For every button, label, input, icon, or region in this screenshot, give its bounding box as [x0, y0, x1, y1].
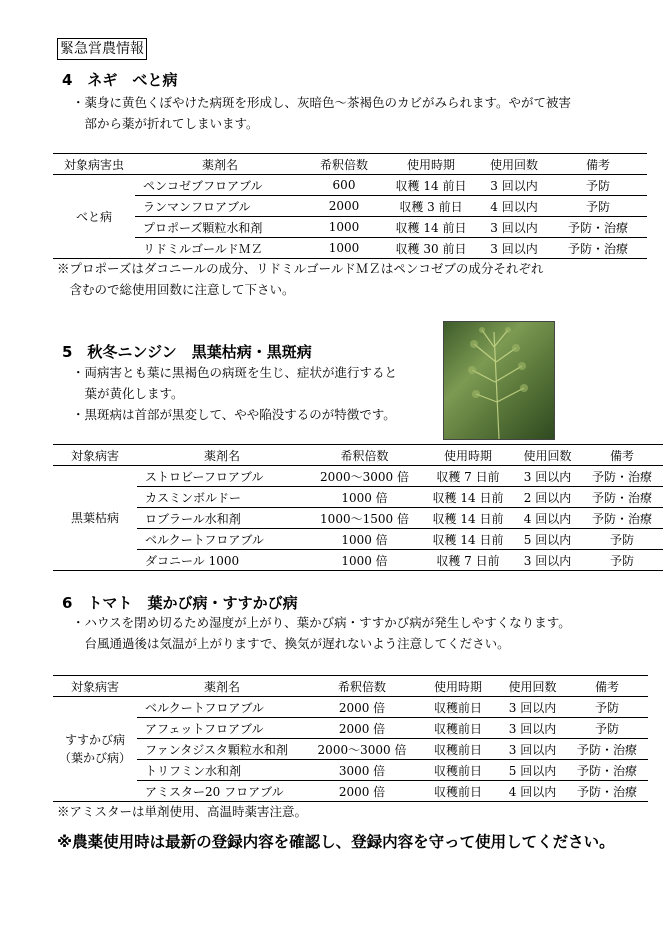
section-5-desc-line-3: ・黒斑病は首部が黒変して、やや陥没するのが特徴です。	[72, 407, 396, 422]
remarks-cell: 予防	[549, 196, 647, 217]
count-cell: 3 回以内	[514, 466, 581, 487]
dilution-cell: 1000 倍	[307, 550, 422, 571]
section-6-desc-line-2: 台風通過後は気温が上がりますで、換気が遅れないよう注意してください。	[72, 636, 510, 651]
table-header: 対象病害	[53, 676, 137, 697]
section-4-desc-line-2: 部から薬が折れてしまいます。	[72, 116, 259, 131]
table-row	[53, 718, 648, 739]
target-disease-line-2: （葉かび病）	[58, 751, 131, 765]
count-cell: 4 回以内	[499, 781, 566, 802]
drug-name-cell: リドミルゴールドＭＺ	[135, 238, 305, 259]
table-header: 使用時期	[383, 154, 479, 175]
count-cell: 3 回以内	[479, 238, 549, 259]
target-disease-cell: べと病	[53, 175, 135, 259]
section-4-title: 4 ネギ べと病	[62, 71, 178, 89]
timing-cell: 収穫 14 前日	[383, 175, 479, 196]
table-header: 希釈倍数	[305, 154, 383, 175]
dilution-cell: 1000	[305, 217, 383, 238]
table-row	[53, 217, 647, 238]
dilution-cell: 1000	[305, 238, 383, 259]
table-row	[53, 508, 663, 529]
remarks-cell: 予防・治療	[566, 760, 648, 781]
count-cell: 2 回以内	[514, 487, 581, 508]
section-4-note-line-2: 含むので総使用回数に注意して下さい。	[57, 282, 295, 297]
section-6-desc-line-1: ・ハウスを閉め切るため湿度が上がり、葉かび病・すすかび病が発生しやすくなります。	[72, 615, 571, 630]
table-row	[53, 529, 663, 550]
remarks-cell: 予防	[566, 718, 648, 739]
timing-cell: 収穫前日	[417, 760, 499, 781]
table-row	[53, 760, 648, 781]
table-header: 備考	[566, 676, 648, 697]
section-4-desc-line-1: ・薬身に黄色くぼやけた病斑を形成し、灰暗色～茶褐色のカビがみられます。やがて被害	[72, 95, 572, 110]
carrot-leaf-photo	[443, 321, 555, 440]
remarks-cell: 予防	[581, 550, 663, 571]
table-row	[53, 739, 648, 760]
table-row	[53, 697, 648, 718]
count-cell: 3 回以内	[499, 718, 566, 739]
remarks-cell: 予防	[549, 175, 647, 196]
timing-cell: 収穫 14 日前	[422, 529, 514, 550]
table-row	[53, 550, 663, 571]
table-header: 使用回数	[514, 445, 581, 466]
timing-cell: 収穫 14 日前	[422, 487, 514, 508]
drug-name-cell: ダコニール 1000	[137, 550, 307, 571]
drug-name-cell: ロブラール水和剤	[137, 508, 307, 529]
target-disease-line-1: すすかび病	[64, 733, 126, 747]
table-header: 希釈倍数	[307, 676, 417, 697]
table-row	[53, 196, 647, 217]
drug-name-cell: ランマンフロアブル	[135, 196, 305, 217]
drug-name-cell: トリフミン水和剤	[137, 760, 307, 781]
timing-cell: 収穫 30 前日	[383, 238, 479, 259]
drug-name-cell: ストロビーフロアブル	[137, 466, 307, 487]
timing-cell: 収穫 14 前日	[383, 217, 479, 238]
count-cell: 5 回以内	[514, 529, 581, 550]
section-5-desc-line-1: ・両病害とも葉に黒褐色の病斑を生じ、症状が進行すると	[72, 365, 398, 380]
table-header: 備考	[549, 154, 647, 175]
drug-name-cell: カスミンボルドー	[137, 487, 307, 508]
pesticide-usage-warning: ※農薬使用時は最新の登録内容を確認し、登録内容を守って使用してください。	[57, 833, 615, 851]
table-header: 薬剤名	[137, 676, 307, 697]
dilution-cell: 1000 倍	[307, 487, 422, 508]
section-5-table	[53, 444, 663, 571]
remarks-cell: 予防・治療	[566, 739, 648, 760]
count-cell: 4 回以内	[514, 508, 581, 529]
drug-name-cell: ベルクートフロアブル	[137, 529, 307, 550]
remarks-cell: 予防・治療	[581, 508, 663, 529]
table-header: 希釈倍数	[307, 445, 422, 466]
target-disease-cell	[53, 697, 137, 802]
remarks-cell: 予防・治療	[566, 781, 648, 802]
timing-cell: 収穫前日	[417, 718, 499, 739]
timing-cell: 収穫 7 日前	[422, 550, 514, 571]
table-header: 薬剤名	[137, 445, 307, 466]
dilution-cell: 2000 倍	[307, 781, 417, 802]
target-disease-cell: 黒葉枯病	[53, 466, 137, 571]
table-header: 使用回数	[479, 154, 549, 175]
dilution-cell: 3000 倍	[307, 760, 417, 781]
remarks-cell: 予防・治療	[581, 487, 663, 508]
table-header: 薬剤名	[135, 154, 305, 175]
table-header: 使用時期	[422, 445, 514, 466]
table-header: 使用回数	[499, 676, 566, 697]
section-4-table	[53, 153, 647, 259]
remarks-cell: 予防	[566, 697, 648, 718]
count-cell: 3 回以内	[479, 175, 549, 196]
drug-name-cell: ベルクートフロアブル	[137, 697, 307, 718]
table-row	[53, 238, 647, 259]
dilution-cell: 2000 倍	[307, 697, 417, 718]
count-cell: 3 回以内	[479, 217, 549, 238]
count-cell: 4 回以内	[479, 196, 549, 217]
remarks-cell: 予防・治療	[549, 217, 647, 238]
dilution-cell: 2000	[305, 196, 383, 217]
dilution-cell: 2000 倍	[307, 718, 417, 739]
drug-name-cell: アフェットフロアブル	[137, 718, 307, 739]
section-5-title: 5 秋冬ニンジン 黒葉枯病・黒斑病	[62, 343, 312, 361]
table-header: 対象病害	[53, 445, 137, 466]
dilution-cell: 1000～1500 倍	[307, 508, 422, 529]
count-cell: 3 回以内	[499, 697, 566, 718]
section-6-title: 6 トマト 葉かび病・すすかび病	[62, 594, 298, 612]
drug-name-cell: プロポーズ顆粒水和剤	[135, 217, 305, 238]
count-cell: 5 回以内	[499, 760, 566, 781]
drug-name-cell: ペンコゼブフロアブル	[135, 175, 305, 196]
table-row	[53, 466, 663, 487]
timing-cell: 収穫前日	[417, 781, 499, 802]
table-row	[53, 781, 648, 802]
remarks-cell: 予防・治療	[581, 466, 663, 487]
remarks-cell: 予防	[581, 529, 663, 550]
table-row	[53, 175, 647, 196]
carrot-leaf-photo-art	[444, 322, 554, 439]
drug-name-cell: アミスター20 フロアブル	[137, 781, 307, 802]
dilution-cell: 1000 倍	[307, 529, 422, 550]
drug-name-cell: ファンタジスタ顆粒水和剤	[137, 739, 307, 760]
timing-cell: 収穫前日	[417, 739, 499, 760]
timing-cell: 収穫 7 日前	[422, 466, 514, 487]
count-cell: 3 回以内	[499, 739, 566, 760]
dilution-cell: 2000～3000 倍	[307, 466, 422, 487]
count-cell: 3 回以内	[514, 550, 581, 571]
table-header: 備考	[581, 445, 663, 466]
timing-cell: 収穫 3 前日	[383, 196, 479, 217]
section-6-table	[53, 675, 648, 802]
section-5-desc-line-2: 葉が黄化します。	[72, 386, 184, 401]
remarks-cell: 予防・治療	[549, 238, 647, 259]
table-header: 使用時期	[417, 676, 499, 697]
table-row	[53, 487, 663, 508]
table-header: 対象病害虫	[53, 154, 135, 175]
section-4-note-line-1: ※プロポーズはダコニールの成分、リドミルゴールドＭＺはペンコゼブの成分それぞれ	[57, 261, 544, 276]
timing-cell: 収穫前日	[417, 697, 499, 718]
dilution-cell: 600	[305, 175, 383, 196]
section-6-note: ※アミスターは単剤使用、高温時薬害注意。	[57, 804, 308, 819]
dilution-cell: 2000～3000 倍	[307, 739, 417, 760]
timing-cell: 収穫 14 日前	[422, 508, 514, 529]
page-badge: 緊急営農情報	[57, 38, 147, 60]
